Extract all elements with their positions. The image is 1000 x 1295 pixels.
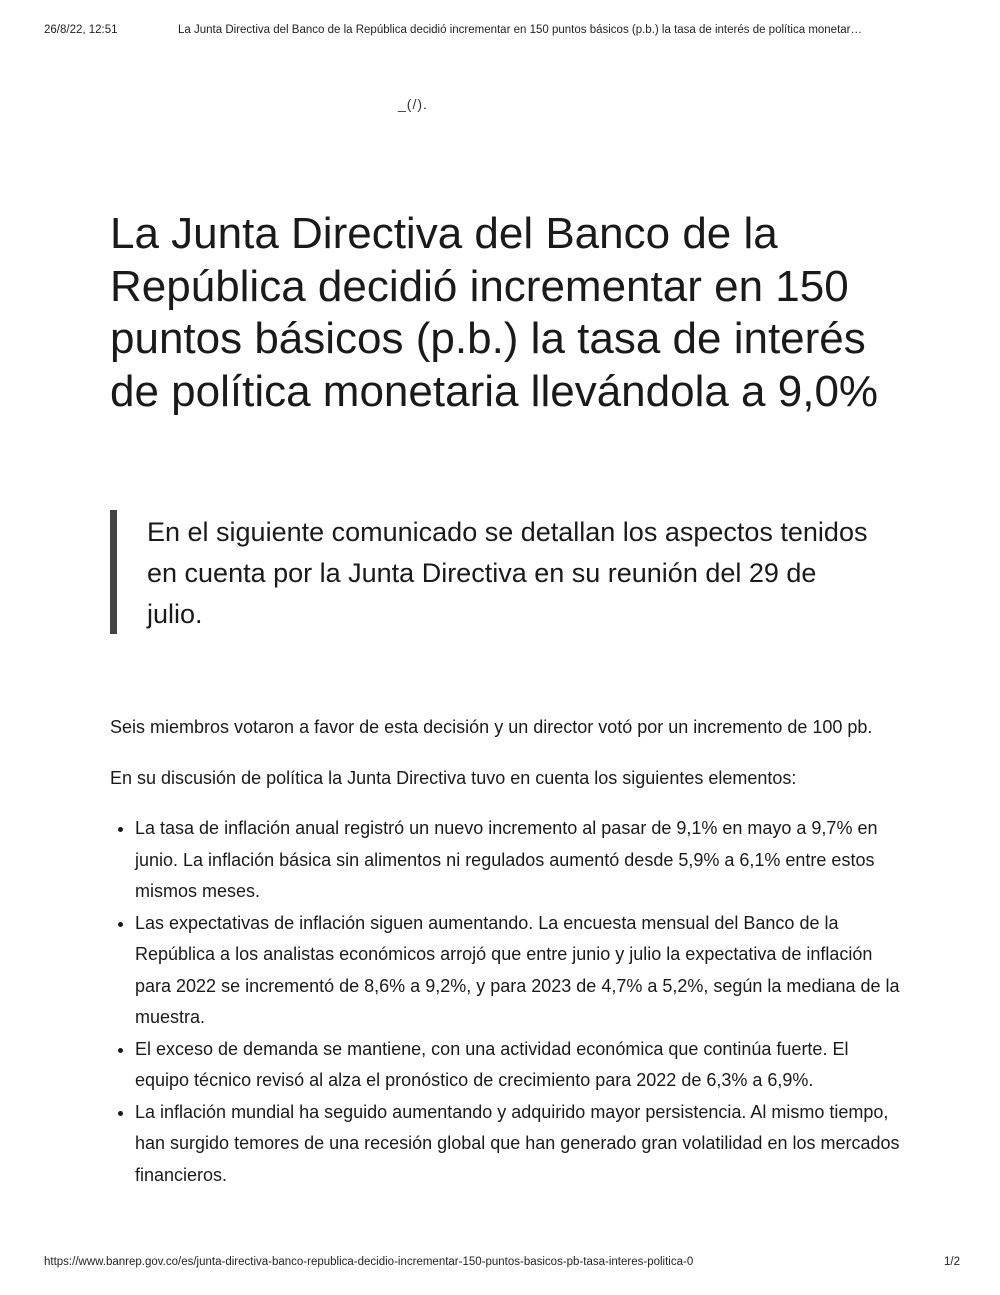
print-document-title: La Junta Directiva del Banco de la República decidió incrementar en 150 puntos básicos (p.b.) la tasa de interés de política monetar…: [178, 24, 863, 36]
list-item: • Las expectativas de inflación siguen aumentando. La encuesta mensual del Banco de la República a los analistas económicos arrojó que entre junio y julio la expectativa de inflación para 2022 se incrementó de 8,6% a 9,2%, y para 2023 de 4,7% a 5,2%, según la mediana de la muestra.: [135, 908, 900, 1034]
article-bullet-list: [110, 813, 900, 1191]
article-lead-text: En el siguiente comunicado se detallan los aspectos tenidos en cuenta por la Junta Directiva en su reunión del 29 de julio.: [147, 517, 868, 629]
list-item: • El exceso de demanda se mantiene, con una actividad económica que continúa fuerte. El equipo técnico revisó al alza el pronóstico de crecimiento para 2022 de 6,3% a 6,9%.: [135, 1034, 900, 1097]
article-paragraph: Seis miembros votaron a favor de esta decisión y un director votó por un incremento de 100 pb.: [110, 717, 873, 737]
site-logo[interactable]: _(/).: [398, 96, 428, 112]
article-body: [110, 712, 900, 1204]
print-page-number: 1/2: [944, 1256, 960, 1268]
article-headline: La Junta Directiva del Banco de la República decidió incrementar en 150 puntos básicos (p.b.) la tasa de interés de política monetaria llevándola a 9,0%: [110, 209, 879, 416]
article-paragraph: En su discusión de política la Junta Directiva tuvo en cuenta los siguientes elementos:: [110, 767, 797, 788]
print-datetime: 26/8/22, 12:51: [44, 24, 118, 36]
list-item: • La inflación mundial ha seguido aumentando y adquirido mayor persistencia. Al mismo tiempo, han surgido temores de una recesión global que han generado gran volatilidad en los mercados financieros.: [135, 1097, 900, 1192]
list-item: • La tasa de inflación anual registró un nuevo incremento al pasar de 9,1% en mayo a 9,7% en junio. La inflación básica sin alimentos ni regulados aumentó desde 5,9% a 6,1% entre estos mismos meses.: [135, 813, 900, 908]
article-lead-blockquote: [110, 510, 877, 634]
print-page-url: https://www.banrep.gov.co/es/junta-directiva-banco-republica-decidio-incrementar-150-puntos-basicos-pb-tasa-interes-politica-0: [44, 1256, 694, 1268]
